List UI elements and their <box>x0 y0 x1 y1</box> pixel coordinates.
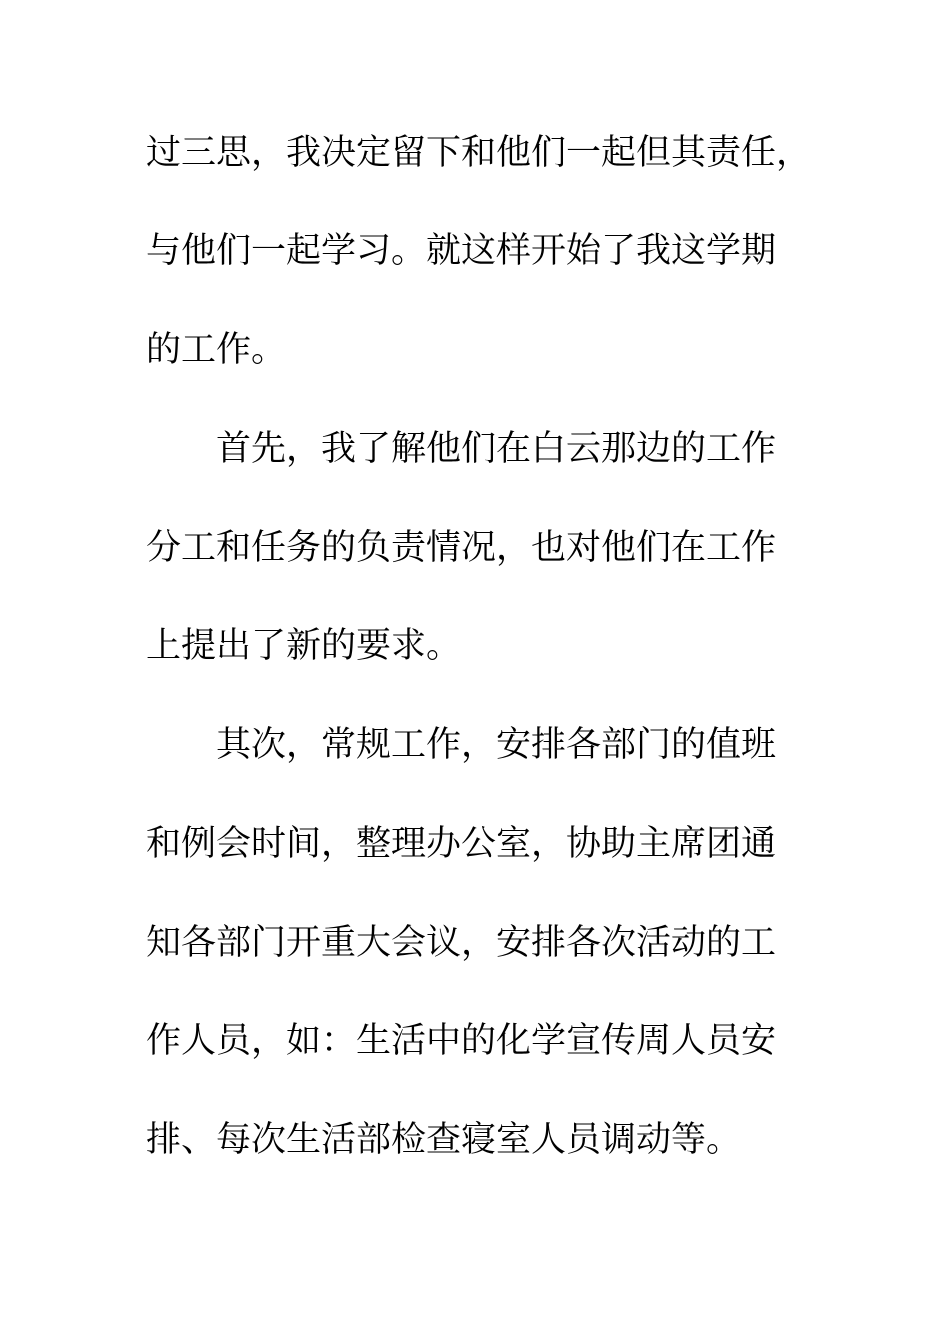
text-line: 和例会时间，整理办公室，协助主席团通 <box>146 824 777 864</box>
text-line: 上提出了新的要求。 <box>146 626 462 666</box>
text-line: 的工作。 <box>146 330 287 370</box>
text-line: 排、每次生活部检查寝室人员调动等。 <box>146 1120 742 1160</box>
text-line: 分工和任务的负责情况，也对他们在工作 <box>146 528 777 568</box>
text-line: 作人员，如：生活中的化学宣传周人员安 <box>146 1021 777 1061</box>
paragraph-first-line: 首先，我了解他们在白云那边的工作 <box>216 429 777 469</box>
text-line: 知各部门开重大会议，安排各次活动的工 <box>146 923 777 963</box>
text-line: 与他们一起学习。就这样开始了我这学期 <box>146 231 777 271</box>
text-line: 过三思，我决定留下和他们一起但其责任， <box>146 133 812 173</box>
paragraph-first-line: 其次，常规工作，安排各部门的值班 <box>216 725 777 765</box>
